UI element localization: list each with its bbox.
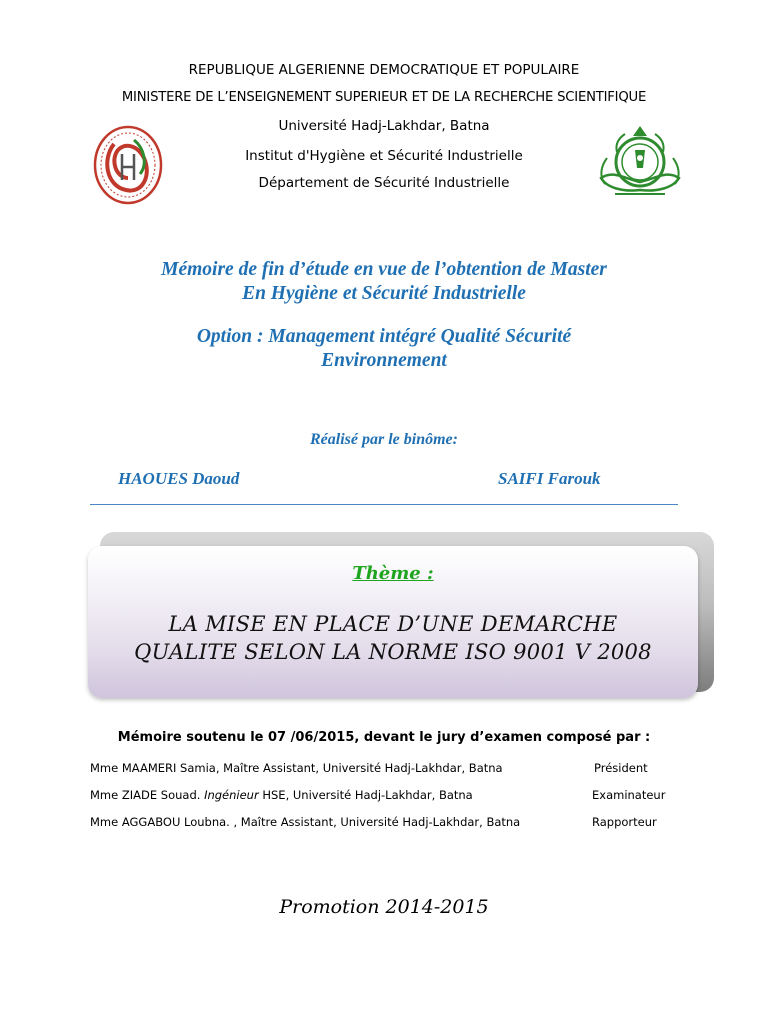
option-line-2: Environnement xyxy=(321,350,447,371)
jury-role: Président xyxy=(594,761,648,775)
jury-role: Rapporteur xyxy=(592,815,657,829)
header-republic: REPUBLIQUE ALGERIENNE DEMOCRATIQUE ET POPULAIRE xyxy=(188,62,580,78)
author-right: SAIFI Farouk xyxy=(498,469,601,488)
jury-member-text: Mme AGGABOU Loubna. , Maître Assistant, Université Hadj-Lakhdar, Batna xyxy=(90,815,521,829)
header-institute: Institut d'Hygiène et Sécurité Industrielle xyxy=(245,148,523,164)
header-university: Université Hadj-Lakhdar, Batna xyxy=(278,118,490,134)
defense-statement: Mémoire soutenu le 07 /06/2015, devant le jury d’examen composé par : xyxy=(117,730,651,745)
jury-member-text: Mme MAAMERI Samia, Maître Assistant, Université Hadj-Lakhdar, Batna xyxy=(90,761,503,775)
memoire-line-2: En Hygiène et Sécurité Industrielle xyxy=(242,283,526,304)
jury-member-row xyxy=(90,815,690,835)
theme-label: Thème : xyxy=(352,563,434,584)
jury-member-text-rest: HSE, Université Hadj-Lakhdar, Batna xyxy=(258,788,473,802)
realise-par-label: Réalisé par le binôme: xyxy=(310,431,458,448)
header-department: Département de Sécurité Industrielle xyxy=(258,175,510,191)
jury-member-text: Mme ZIADE Souad. xyxy=(90,788,205,802)
header-ministry: MINISTERE DE L’ENSEIGNEMENT SUPERIEUR ET DE LA RECHERCHE SCIENTIFIQUE xyxy=(121,90,647,105)
theme-title-line-1: LA MISE EN PLACE D’UNE DEMARCHE xyxy=(168,612,618,636)
memoire-line-1: Mémoire de fin d’étude en vue de l’obtention de Master xyxy=(161,259,607,280)
option-line-1: Option : Management intégré Qualité Sécurité xyxy=(196,326,572,347)
jury-member-row xyxy=(90,788,690,808)
jury-member-row xyxy=(90,761,690,781)
divider-line xyxy=(90,504,678,505)
author-left: HAOUES Daoud xyxy=(118,469,240,488)
jury-role: Examinateur xyxy=(592,788,666,802)
university-logo xyxy=(595,122,685,204)
promotion-year: Promotion 2014-2015 xyxy=(279,896,489,918)
jury-member-title: Ingénieur xyxy=(204,788,259,802)
theme-title-line-2: QUALITE SELON LA NORME ISO 9001 V 2008 xyxy=(134,640,652,664)
institute-logo xyxy=(92,124,164,206)
